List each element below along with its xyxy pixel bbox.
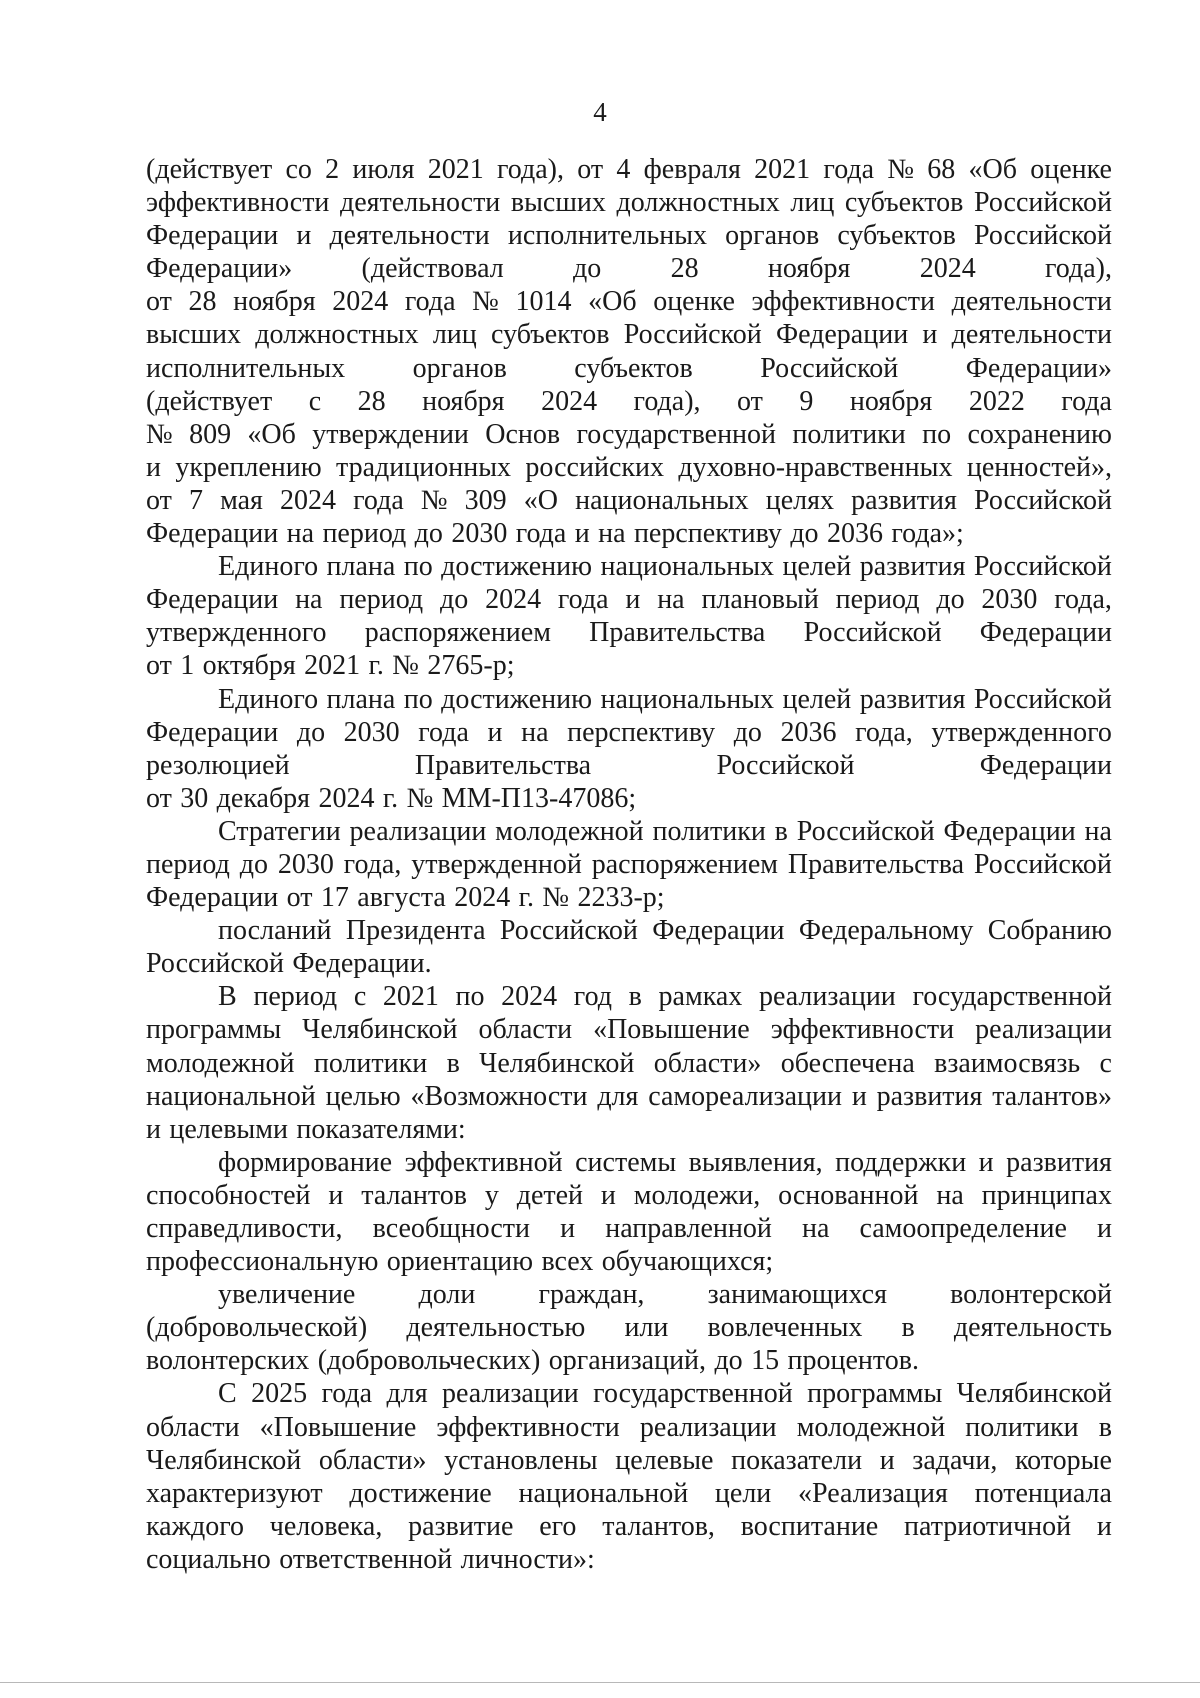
paragraph: [146, 550, 1112, 682]
text-line: период до 2030 года, утвержденной распоряжением Правительства Российской: [146, 848, 1112, 880]
paragraph: [146, 980, 1112, 1145]
text-line: Федерации до 2030 года и на перспективу до 2036 года, утвержденного: [146, 716, 1112, 748]
text-line: и целевыми показателями:: [146, 1113, 466, 1145]
paragraph: [146, 815, 1112, 914]
text-line: эффективности деятельности высших должностных лиц субъектов Российской: [146, 187, 1112, 219]
text-line: Единого плана по достижению национальных целей развития Российской: [218, 551, 1112, 583]
paragraph: [146, 683, 1112, 815]
paragraph: [146, 1278, 1112, 1377]
text-line: справедливости, всеобщности и направленной на самоопределение и: [146, 1213, 1112, 1244]
text-line: резолюцией Правительства Российской Федерации: [146, 749, 1112, 781]
page-number: 4: [593, 97, 607, 127]
text-line: программы Челябинской области «Повышение эффективности реализации: [146, 1014, 1112, 1046]
text-line: (действует со 2 июля 2021 года), от 4 февраля 2021 года № 68 «Об оценке: [146, 154, 1112, 185]
bottom-divider: [0, 1682, 1200, 1683]
text-line: профессиональную ориентацию всех обучающихся;: [146, 1246, 774, 1278]
text-line: формирование эффективной системы выявления, поддержки и развития: [218, 1146, 1112, 1178]
text-line: высших должностных лиц субъектов Российской Федерации и деятельности: [146, 319, 1112, 351]
paragraph: [146, 1377, 1112, 1576]
text-line: исполнительных органов субъектов Российской Федерации»: [146, 352, 1112, 384]
paragraph: [146, 1146, 1112, 1278]
text-line: и укреплению традиционных российских духовно-нравственных ценностей»,: [146, 451, 1112, 483]
text-line: от 30 декабря 2024 г. № ММ-П13-47086;: [146, 782, 637, 814]
text-line: Федерации от 17 августа 2024 г. № 2233-р;: [146, 882, 665, 914]
text-line: № 809 «Об утверждении Основ государственной политики по сохранению: [146, 418, 1112, 450]
text-line: В период с 2021 по 2024 год в рамках реализации государственной: [218, 981, 1112, 1013]
text-line: Федерации на период до 2024 года и на плановый период до 2030 года,: [146, 584, 1112, 616]
text-line: утвержденного распоряжением Правительства Российской Федерации: [146, 617, 1112, 649]
text-line: Челябинской области» установлены целевые показатели и задачи, которые: [146, 1444, 1112, 1476]
paragraph: [146, 153, 1112, 550]
text-line: Единого плана по достижению национальных целей развития Российской: [218, 683, 1112, 715]
text-line: (действует с 28 ноября 2024 года), от 9 ноября 2022 года: [146, 385, 1112, 417]
text-line: Федерации» (действовал до 28 ноября 2024 года),: [146, 253, 1112, 285]
text-line: Федерации и деятельности исполнительных органов субъектов Российской: [146, 220, 1112, 252]
text-line: социально ответственной личности»:: [146, 1543, 595, 1575]
text-line: Федерации на период до 2030 года и на перспективу до 2036 года»;: [146, 518, 964, 550]
text-line: национальной целью «Возможности для самореализации и развития талантов»: [146, 1080, 1112, 1112]
text-line: посланий Президента Российской Федерации Федеральному Собранию: [218, 915, 1112, 947]
text-line: Российской Федерации.: [146, 948, 432, 980]
text-line: каждого человека, развитие его талантов, воспитание патриотичной и: [146, 1510, 1112, 1542]
document-body: [146, 153, 1112, 1576]
text-line: от 7 мая 2024 года № 309 «О национальных целях развития Российской: [146, 484, 1112, 516]
text-line: способностей и талантов у детей и молодежи, основанной на принципах: [146, 1179, 1112, 1211]
text-line: от 1 октября 2021 г. № 2765-р;: [146, 650, 515, 682]
text-line: увеличение доли граждан, занимающихся волонтерской: [218, 1279, 1112, 1311]
text-line: молодежной политики в Челябинской области» обеспечена взаимосвязь с: [146, 1047, 1112, 1079]
text-line: области «Повышение эффективности реализации молодежной политики в: [146, 1411, 1112, 1443]
text-line: от 28 ноября 2024 года № 1014 «Об оценке эффективности деятельности: [146, 286, 1112, 318]
paragraph: [146, 914, 1112, 980]
text-line: С 2025 года для реализации государственной программы Челябинской: [218, 1378, 1112, 1410]
text-line: характеризуют достижение национальной цели «Реализация потенциала: [146, 1477, 1112, 1509]
text-line: волонтерских (добровольческих) организаций, до 15 процентов.: [146, 1345, 919, 1377]
text-line: (добровольческой) деятельностью или вовлеченных в деятельность: [146, 1312, 1112, 1344]
text-line: Стратегии реализации молодежной политики в Российской Федерации на: [218, 815, 1112, 847]
